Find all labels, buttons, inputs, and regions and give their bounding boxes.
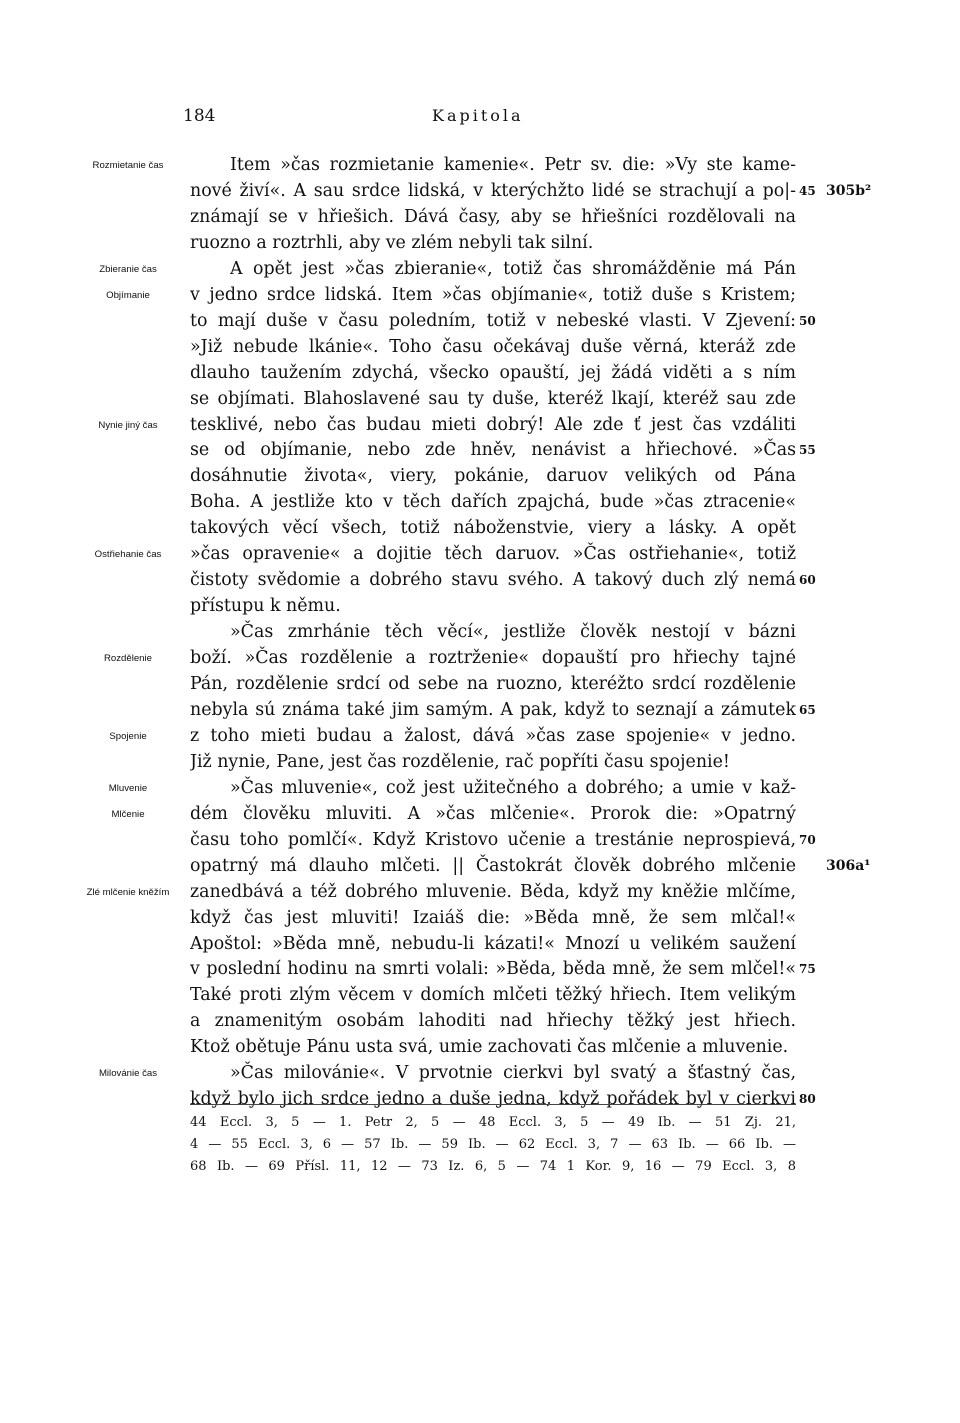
line-text: když bylo jich srdce jedno a duše jedna, když pořádek byl v cierkvi — [190, 1089, 796, 1110]
text-line — [0, 515, 960, 541]
line-text: z toho mieti budau a žalost, dává »čas zase spojenie« v jedno. — [190, 725, 796, 746]
text-line — [0, 749, 960, 775]
line-text: dlauho taužením zdychá, všecko opauští, jej žádá viděti a s ním — [190, 362, 796, 383]
text-line — [0, 671, 960, 697]
line-text: nové živí«. A sau srdce lidská, v kterýchžto lidé se strachují a po|- — [190, 180, 796, 201]
footnote-line: 44 Eccl. 3, 5 — 1. Petr 2, 5 — 48 Eccl. 3, 5 — 49 Ib. — 51 Zj. 21, — [190, 1115, 796, 1130]
footnote-line: 68 Ib. — 69 Přísl. 11, 12 — 73 Iz. 6, 5 — 74 1 Kor. 9, 16 — 79 Eccl. 3, 8 — [190, 1159, 796, 1174]
text-line — [0, 982, 960, 1008]
margin-note: Ostřiehanie čas — [94, 549, 162, 561]
line-text: »čas opravenie« a dojitie těch daruov. »Čas ostřiehanie«, totiž — [190, 544, 796, 565]
line-number: 60 — [799, 573, 816, 588]
line-text: přístupu k němu. — [190, 596, 341, 617]
text-line — [0, 567, 960, 593]
text-line — [0, 593, 960, 619]
line-text: a znamenitým osobám lahoditi nad hřiechy těžký jest hřiech. — [190, 1011, 796, 1032]
line-text: v poslední hodinu na smrti volali: »Běda, běda mně, že sem mlčel!« — [190, 959, 796, 980]
folio-reference: 305b² — [826, 182, 872, 199]
line-text: Boha. A jestliže kto v těch dařích zpajchá, bude »čas ztracenie« — [190, 492, 796, 513]
text-line — [0, 230, 960, 256]
line-text: dém člověku mluviti. A »čas mlčenie«. Prorok die: »Opatrný — [190, 803, 796, 824]
text-line — [0, 1086, 960, 1112]
footnote-divider — [190, 1104, 796, 1105]
line-text: tesklivé, nebo čas budau mieti dobrý! Ale zde ť jest čas vzdáliti — [190, 414, 796, 435]
line-text: to mají duše v času poledním, totiž v nebeské vlasti. V Zjevení: — [190, 310, 796, 331]
margin-note: Objímanie — [106, 289, 150, 301]
line-text: nebyla sú známa také jim samým. A pak, když to seznají a zámutek — [190, 699, 796, 720]
line-text: čistoty svědomie a dobrého stavu svého. A takový duch zlý nemá — [190, 570, 796, 591]
margin-note: Nynie jiný čas — [98, 419, 158, 431]
line-number: 55 — [799, 443, 816, 458]
line-text: zanedbává a též dobrého mluvenie. Běda, když my kněžie mlčíme, — [190, 881, 796, 902]
line-text: boží. »Čas rozdělenie a roztrženie« dopauští pro hřiechy tajné — [190, 648, 796, 669]
line-text: času toho pomlčí«. Když Kristovo učenie a trestánie neprospievá, — [190, 829, 796, 850]
line-text: »Čas mluvenie«, což jest užitečného a dobrého; a umie v kaž- — [230, 777, 796, 798]
line-text: Také proti zlým věcem v domích mlčeti těžký hřiech. Item velikým — [190, 985, 796, 1006]
line-text: takových věcí všech, totiž náboženstvie, viery a lásky. A opět — [190, 518, 796, 539]
line-text: Již nynie, Pane, jest čas rozdělenie, rač popříti času spojenie! — [190, 751, 730, 772]
margin-note: Rozmietanie čas — [92, 160, 164, 171]
line-text: A opět jest »čas zbieranie«, totiž čas shromážděnie má Pán — [230, 258, 796, 279]
line-number: 45 — [799, 183, 816, 198]
text-line — [0, 1034, 960, 1060]
text-line — [0, 437, 960, 463]
line-text: známají se v hřiešich. Dává časy, aby se hřiešníci rozdělovali na — [190, 206, 796, 227]
text-line — [0, 489, 960, 515]
page-header — [0, 106, 960, 130]
line-text: Item »čas rozmietanie kamenie«. Petr sv. die: »Vy ste kame- — [230, 155, 796, 175]
line-text: Ktož obětuje Pánu usta svá, umie zachovati čas mlčenie a mluvenie. — [190, 1037, 789, 1058]
text-line — [0, 1008, 960, 1034]
folio-reference: 306a¹ — [826, 857, 871, 874]
line-text: se objímati. Blahoslavené sau ty duše, kteréž lkají, kteréž sau zde — [190, 388, 796, 409]
line-number: 70 — [799, 832, 816, 847]
line-text: když čas jest mluviti! Izaiáš die: »Běda mně, že sem mlčal!« — [190, 907, 796, 928]
line-text: »Již nebude lkánie«. Toho času očekávaj duše věrná, kteráž zde — [190, 336, 796, 357]
text-line — [0, 905, 960, 931]
text-line — [0, 463, 960, 489]
line-number: 65 — [799, 702, 816, 717]
line-text: Pán, rozdělenie srdcí od sebe na ruozno, kteréžto srdcí rozdělenie — [190, 674, 796, 694]
line-text: »Čas milovánie«. V prvotnie cierkvi byl svatý a šťastný čas, — [230, 1063, 796, 1084]
page-number: 184 — [183, 106, 216, 126]
text-line — [0, 931, 960, 957]
text-line — [0, 334, 960, 360]
line-text: »Čas zmrhánie těch věcí«, jestliže člověk nestojí v bázni — [230, 622, 796, 643]
line-text: ruozno a roztrhli, aby ve zlém nebyli tak silní. — [190, 232, 594, 253]
text-line — [0, 853, 960, 879]
line-number: 75 — [799, 962, 816, 977]
margin-note: Mluvenie — [108, 782, 148, 794]
margin-note: Mlčenie — [111, 808, 145, 820]
text-line — [0, 827, 960, 853]
margin-note: Spojenie — [109, 730, 147, 742]
text-line — [0, 360, 960, 386]
line-number: 80 — [799, 1092, 816, 1107]
text-line — [0, 204, 960, 230]
text-line — [0, 308, 960, 334]
text-line — [0, 697, 960, 723]
line-number: 50 — [799, 313, 816, 328]
line-text: se od objímanie, nebo zde hněv, nenávist a hřiechové. »Čas — [190, 440, 796, 461]
text-line — [0, 178, 960, 204]
text-line — [0, 956, 960, 982]
line-text: Apoštol: »Běda mně, nebudu-li kázati!« Mnozí u velikém saužení — [190, 933, 796, 954]
text-line — [0, 386, 960, 412]
line-text: opatrný má dlauho mlčeti. || Častokrát člověk dobrého mlčenie — [190, 855, 796, 876]
margin-note: Zlé mlčenie kněžím — [86, 886, 170, 898]
margin-note: Rozdělenie — [103, 653, 152, 665]
line-text: v jedno srdce lidská. Item »čas objímanie«, totiž duše s Kristem; — [190, 284, 796, 305]
margin-note: Zbieranie čas — [99, 263, 157, 275]
text-line — [0, 619, 960, 645]
footnote-line: 4 — 55 Eccl. 3, 6 — 57 Ib. — 59 Ib. — 62 Eccl. 3, 7 — 63 Ib. — 66 Ib. — — [190, 1137, 796, 1152]
line-text: dosáhnutie života«, viery, pokánie, daruov velikých od Pána — [190, 466, 796, 487]
margin-note: Milovánie čas — [98, 1068, 158, 1080]
running-title: Kapitola — [432, 106, 524, 125]
